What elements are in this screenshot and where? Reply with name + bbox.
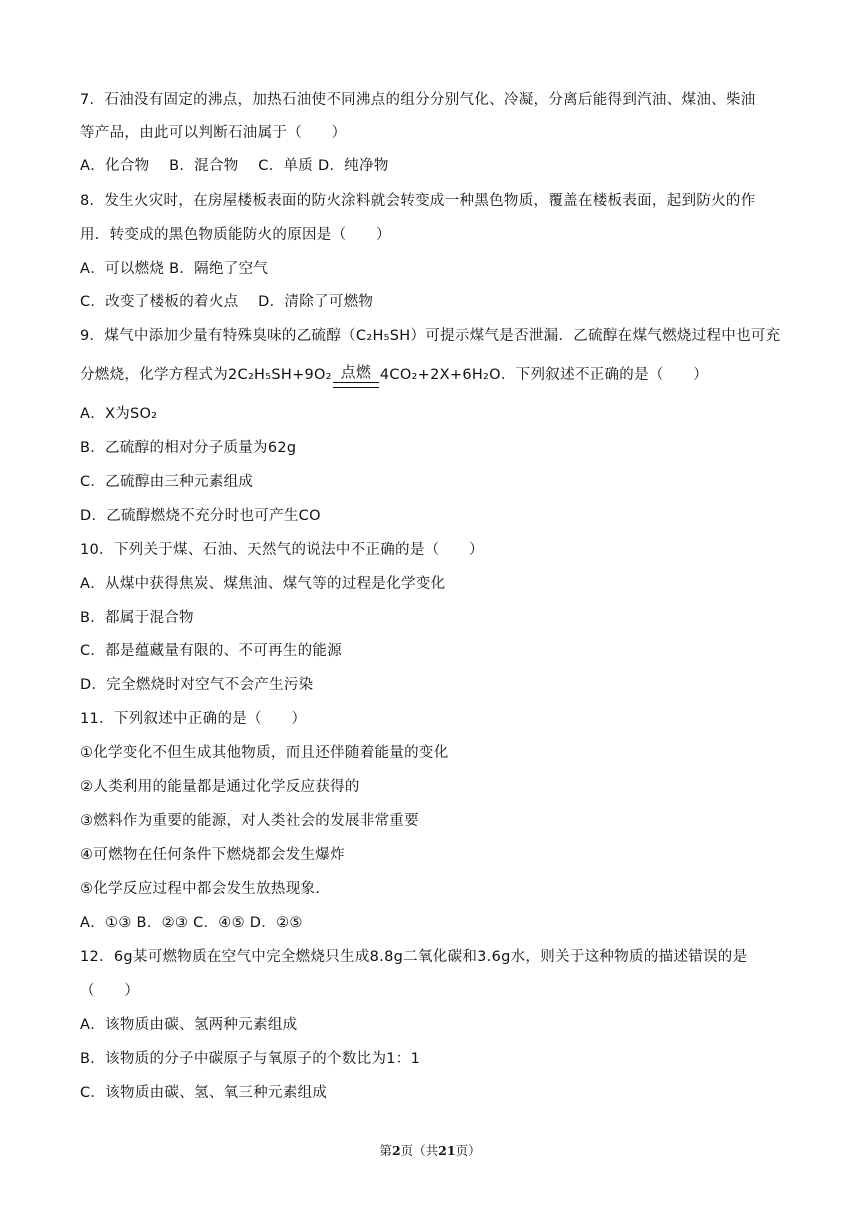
- text-line: 12．6g某可燃物质在空气中完全燃烧只生成8.8g二氧化碳和3.6g水，则关于这种物质的描述错误的是: [80, 949, 748, 965]
- answer-option: D．完全燃烧时对空气不会产生污染: [80, 677, 314, 693]
- answer-option: B．都属于混合物: [80, 610, 194, 626]
- reaction-condition: 点燃: [340, 363, 372, 381]
- answer-option: A．该物质由碳、氢两种元素组成: [80, 1017, 298, 1033]
- total-pages: 21: [438, 1143, 456, 1158]
- answer-option: A．X为SO₂: [80, 406, 158, 422]
- text-line: （ ）: [80, 983, 140, 999]
- answer-options: A．化合物 B．混合物 C．单质 D．纯净物: [80, 158, 389, 174]
- answer-option: C．都是蕴藏量有限的、不可再生的能源: [80, 643, 343, 659]
- double-bar-icon: [333, 382, 379, 388]
- statement-item: ⑤化学反应过程中都会发生放热现象.: [80, 881, 321, 897]
- answer-options: A．①③ B．②③ C．④⑤ D．②⑤: [80, 915, 303, 931]
- text-line: 11．下列叙述中正确的是（ ）: [80, 711, 307, 727]
- statement-item: ②人类利用的能量都是通过化学反应获得的: [80, 779, 360, 795]
- reaction-arrow: [333, 363, 379, 392]
- answer-option: C．乙硫醇由三种元素组成: [80, 474, 254, 490]
- text-line: 用．转变成的黑色物质能防火的原因是（ ）: [80, 227, 391, 243]
- text-line: 10．下列关于煤、石油、天然气的说法中不正确的是（ ）: [80, 542, 484, 558]
- text-line: 7．石油没有固定的沸点，加热石油使不同沸点的组分分别气化、冷凝，分离后能得到汽油、煤油、柴油: [80, 92, 756, 108]
- equation-products: 4CO₂+2X+6H₂O．下列叙述不正确的是（ ）: [379, 367, 709, 383]
- statement-item: ④可燃物在任何条件下燃烧都会发生爆炸: [80, 847, 345, 863]
- page-number: 2: [391, 1143, 401, 1158]
- answer-options: A．可以燃烧 B．隔绝了空气: [80, 261, 269, 277]
- page-footer: 第2页（共21页）: [379, 1143, 481, 1158]
- statement-item: ①化学变化不但生成其他物质，而且还伴随着能量的变化: [80, 745, 449, 761]
- statement-item: ③燃料作为重要的能源，对人类社会的发展非常重要: [80, 813, 419, 829]
- answer-option: B．乙硫醇的相对分子质量为62g: [80, 440, 297, 456]
- equation-reactants: 分燃烧，化学方程式为2C₂H₅SH+9O₂: [80, 367, 332, 383]
- text-line: 9．煤气中添加少量有特殊臭味的乙硫醇（C₂H₅SH）可提示煤气是否泄漏．乙硫醇在煤气燃烧过程中也可充: [80, 328, 781, 344]
- answer-option: A．从煤中获得焦炭、煤焦油、煤气等的过程是化学变化: [80, 576, 446, 592]
- equation-line: [80, 365, 708, 392]
- answer-option: C．该物质由碳、氢、氧三种元素组成: [80, 1085, 328, 1101]
- answer-option: B．该物质的分子中碳原子与氧原子的个数比为1：1: [80, 1051, 421, 1067]
- answer-options: C．改变了楼板的着火点 D．清除了可燃物: [80, 294, 374, 310]
- answer-option: D．乙硫醇燃烧不充分时也可产生CO: [80, 508, 321, 524]
- text-line: 等产品，由此可以判断石油属于（ ）: [80, 125, 347, 141]
- text-line: 8．发生火灾时，在房屋楼板表面的防火涂料就会转变成一种黑色物质，覆盖在楼板表面，起到防火的作: [80, 193, 756, 209]
